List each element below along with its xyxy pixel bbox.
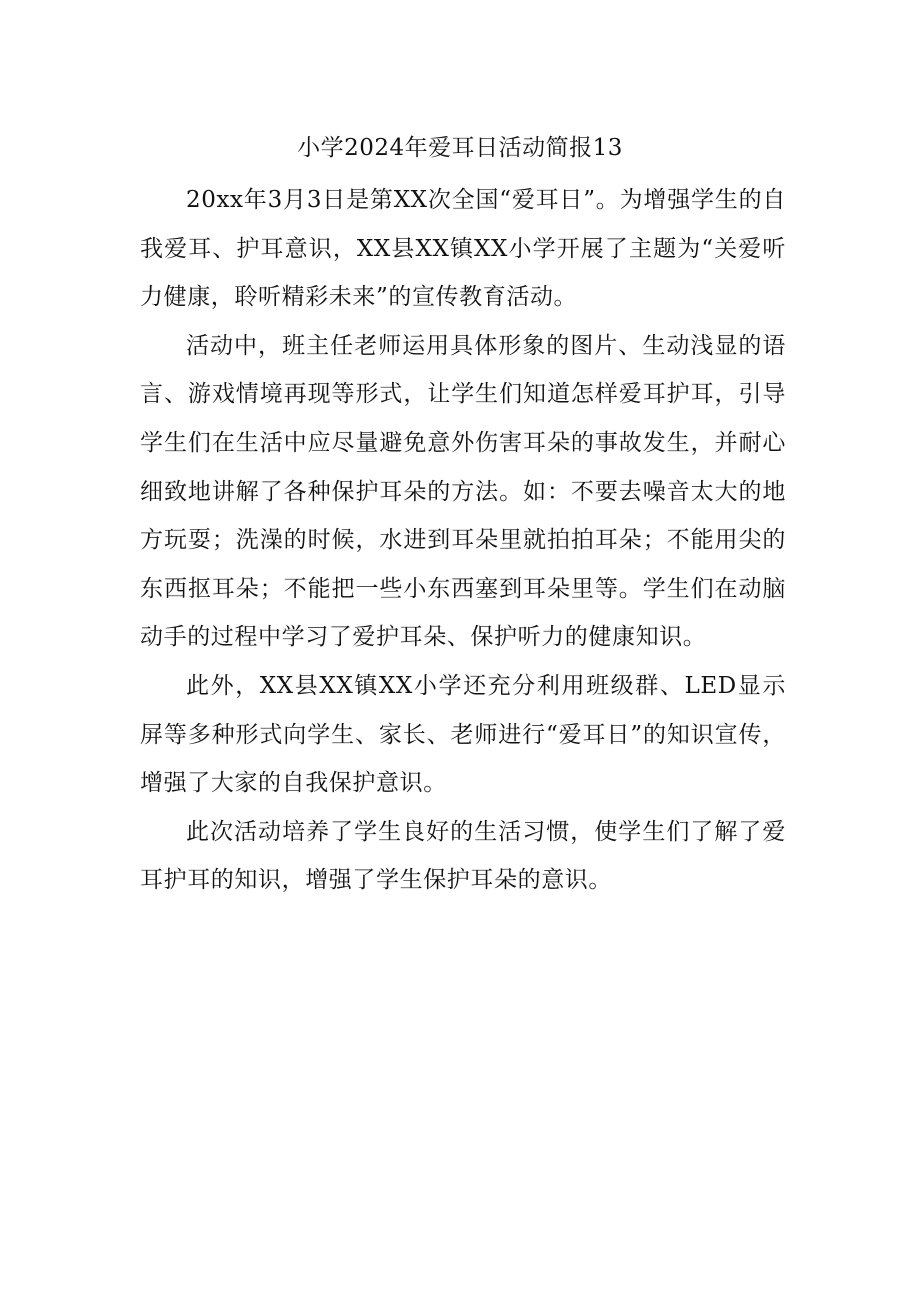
paragraph-activity: 活动中，班主任老师运用具体形象的图片、生动浅显的语言、游戏情境再现等形式，让学生们知道怎样爱耳护耳，引导学生们在生活中应尽量避免意外伤害耳朵的事故发生，并耐心细致地讲解了各种保护耳朵的方法。如：不要去噪音太大的地方玩耍；洗澡的时候，水进到耳朵里就拍拍耳朵；不能用尖的东西抠耳朵；不能把一些小东西塞到耳朵里等。学生们在动脑动手的过程中学习了爱护耳朵、保护听力的健康知识。 [140,332,786,651]
document-title: 小学2024年爱耳日活动简报13 [297,135,623,161]
paragraph-intro: 20xx年3月3日是第XX次全国“爱耳日”。为增强学生的自我爱耳、护耳意识，XX县XX镇XX小学开展了主题为“关爱听力健康，聆听精彩未来”的宣传教育活动。 [140,187,786,311]
document-body [140,176,786,905]
paragraph-publicity: 此外，XX县XX镇XX小学还充分利用班级群、LED显示屏等多种形式向学生、家长、老师进行“爱耳日”的知识宣传，增强了大家的自我保护意识。 [140,672,786,797]
paragraph-conclusion: 此次活动培养了学生良好的生活习惯，使学生们了解了爱耳护耳的知识，增强了学生保护耳朵的意识。 [140,818,786,894]
